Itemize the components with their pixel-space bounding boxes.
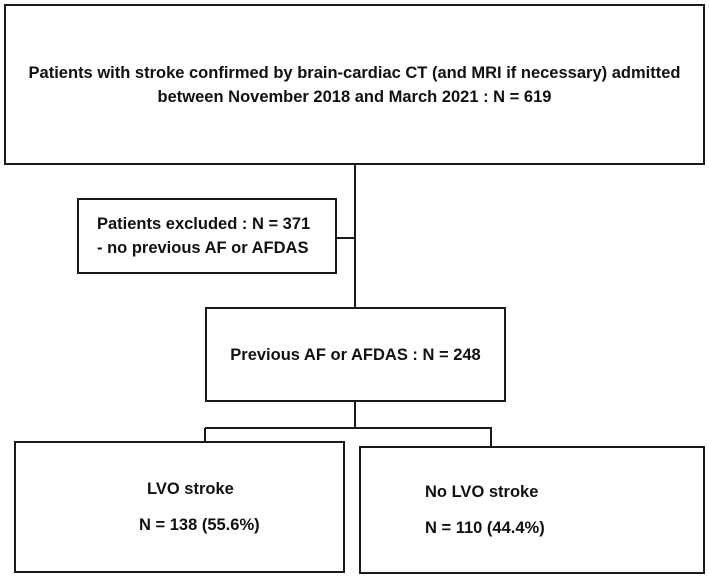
- excluded-patients-line2: - no previous AF or AFDAS: [97, 239, 309, 257]
- total-patients-box: [4, 4, 705, 165]
- lvo-stroke-box: [14, 441, 345, 573]
- excluded-patients-box: [77, 198, 337, 274]
- no-lvo-stroke-label: No LVO stroke: [425, 483, 539, 501]
- lvo-stroke-label: LVO stroke: [147, 480, 234, 498]
- total-patients-line2: between November 2018 and March 2021 : N = 619: [157, 87, 552, 106]
- no-lvo-stroke-box: [359, 446, 705, 574]
- previous-af-box: [205, 307, 506, 402]
- excluded-patients-line1: Patients excluded : N = 371: [97, 215, 311, 233]
- previous-af-label: Previous AF or AFDAS : N = 248: [230, 345, 481, 364]
- no-lvo-stroke-count: N = 110 (44.4%): [425, 519, 545, 537]
- total-patients-line1: Patients with stroke confirmed by brain-cardiac CT (and MRI if necessary) admitted: [28, 63, 681, 82]
- lvo-stroke-count: N = 138 (55.6%): [139, 516, 260, 534]
